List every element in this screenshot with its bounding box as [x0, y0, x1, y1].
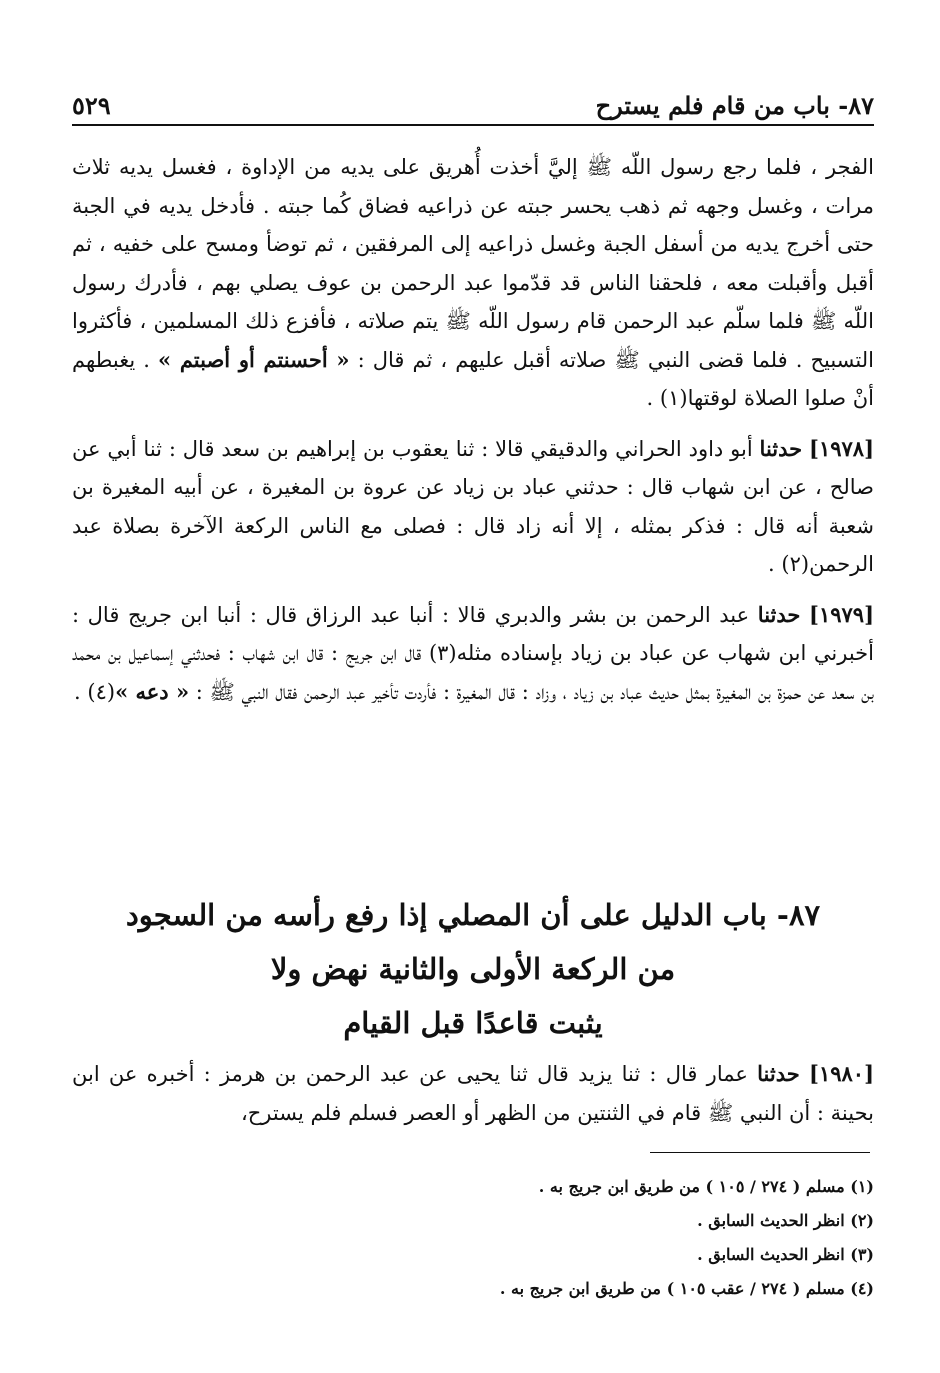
running-chapter-title: ٨٧- باب من قام فلم يسترح: [595, 91, 874, 120]
hadith-number: [١٩٨٠]: [809, 1061, 874, 1086]
main-text: [72, 148, 874, 723]
hadith-opening: حدثنا: [757, 1061, 800, 1086]
hadith-opening: حدثنا: [757, 601, 801, 627]
hadith-text: عمار قال : ثنا يزيد قال ثنا يحيى عن عبد الرحمن بن هرمز : أخبره عن ابن بحينة : أن النبي ﷺ قام في الثنتين من الظهر أو العصر فسلم فلم يسترح،: [72, 1062, 874, 1125]
footnote-2: (٢) انظر الحديث السابق .: [697, 1211, 874, 1230]
footnote-1: (١) مسلم ( ٢٧٤ / ١٠٥ ) من طريق ابن جريج به .: [538, 1177, 874, 1196]
prophet-quote: « دعه »: [115, 678, 190, 704]
footnote-divider: [650, 1152, 870, 1153]
chapter-heading: [72, 888, 874, 1050]
hadith-1980: [72, 1055, 874, 1132]
hadith-opening: حدثنا: [759, 435, 803, 461]
hadith-number: [١٩٧٩]: [809, 601, 874, 627]
footnote-3: (٣) انظر الحديث السابق .: [697, 1245, 874, 1264]
paragraph-tail: . يغبطهم أنْ صلوا الصلاة لوقتها(١) .: [72, 347, 874, 410]
footnote-4: (٤) مسلم ( ٢٧٤ / عقب ١٠٥ ) من طريق ابن جريج به .: [499, 1279, 874, 1298]
hadith-1979: [72, 596, 874, 712]
chapter-heading-line-3: يثبت قاعدًا قبل القيام: [343, 1006, 603, 1040]
paragraph-continuation: [72, 148, 874, 418]
chapter-heading-line-1: ٨٧- باب الدليل على أن المصلي إذا رفع رأسه من السجود: [125, 898, 821, 932]
hadith-number: [١٩٧٨]: [809, 435, 875, 461]
header-divider: [72, 124, 874, 126]
hadith-text: أبو داود الحراني والدقيقي قالا : ثنا يعقوب بن إبراهيم بن سعد قال : ثنا أبي عن صالح ، عن ابن شهاب قال : حدثني عباد بن زياد عن عروة بن المغيرة ، عن أبيه المغيرة بن شعبة أنه قال : فذكر بمثله ، إلا أنه زاد قال : فصلى مع الناس الركعة الآخرة بصلاة عبد الرحمن(٢) .: [72, 436, 874, 576]
hadith-1978: [72, 430, 874, 584]
page-header: [72, 80, 874, 120]
page-number: ٥٢٩: [72, 91, 111, 120]
paragraph-text: الفجر ، فلما رجع رسول اللّه ﷺ إليَّ أخذت أُهريق على يديه من الإداوة ، فغسل يديه ثلاث مرات ، وغسل وجهه ثم ذهب يحسر جبته عن ذراعيه فضاق كُما جبته . فأدخل يديه في الجبة حتى أخرج يديه من أسفل الجبة وغسل ذراعيه إلى المرفقين ، ثم توضأ ومسح على خفيه ، ثم أقبل وأقبلت معه ، فلحقنا الناس قد قدّموا عبد الرحمن بن عوف يصلي بهم ، فأدرك رسول اللّه ﷺ فلما سلّم عبد الرحمن قام رسول اللّه ﷺ يتم صلاته ، فأفزع ذلك المسلمين ، فأكثروا التسبيح . فلما قضى النبي ﷺ صلاته أقبل عليهم ، ثم قال :: [72, 155, 874, 372]
chapter-heading-line-2: من الركعة الأولى والثانية نهض ولا: [270, 952, 676, 986]
hadith-tail: (٤) .: [74, 679, 116, 704]
prophet-quote: « أحسنتم أو أصبتم »: [158, 346, 350, 372]
footnotes: [72, 1170, 874, 1306]
hadith-text: عبد الرحمن بن بشر والدبري قالا : أنبا عبد الرزاق قال : أنبا ابن جريج قال : أخبرني ابن شهاب عن عباد بن زياد بإسناده مثله(٣) قال ابن جريج : قال ابن شهاب : فحدثني إسماعيل بن محمد بن سعد عن حمزة بن المغيرة بمثل حديث عباد بن زياد ، وزاد : قال المغيرة : فأردت تأخير عبد الرحمن فقال النبي ﷺ :: [72, 602, 874, 704]
